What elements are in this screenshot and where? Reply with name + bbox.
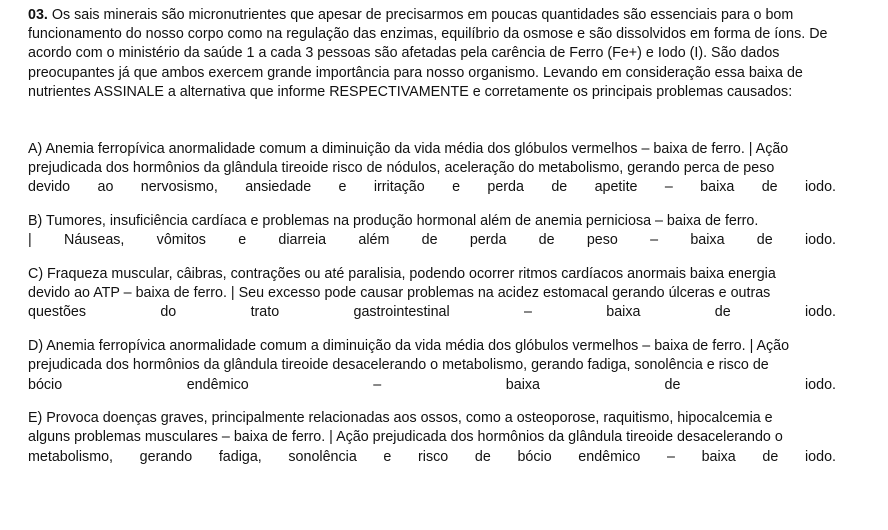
option-c-line-2: devido ao ATP – baixa de ferro. | Seu excesso pode causar problemas na acidez estomacal gerando úlceras e outras [28, 285, 771, 302]
option-b-line-2: | Náuseas, vômitos e diarreia além de perda de peso – baixa de iodo. [28, 232, 836, 249]
question-page [28, 6, 836, 481]
option-c[interactable] [28, 265, 836, 323]
answer-options [28, 140, 836, 467]
option-b[interactable] [28, 212, 836, 250]
option-d-line-1: D) Anemia ferropívica anormalidade comum a diminuição da vida média dos glóbulos vermelhos – baixa de ferro. | Ação [28, 338, 790, 355]
option-c-line-1: C) Fraqueza muscular, câibras, contrações ou até paralisia, podendo ocorrer ritmos cardíacos anormais baixa energia [28, 266, 776, 283]
option-a-line-3: devido ao nervosismo, ansiedade e irritação e perda de apetite – baixa de iodo. [28, 179, 836, 196]
option-e-line-3: metabolismo, gerando fadiga, sonolência e risco de bócio endêmico – baixa de iodo. [28, 448, 836, 465]
question-statement [28, 6, 836, 102]
question-text: Os sais minerais são micronutrientes que apesar de precisarmos em poucas quantidades são essenciais para o bom funcionamento do nosso corpo como na regulação das enzimas, equilíbrio da osmose e são dissolvidos em forma de íons. De acordo com o ministério da saúde 1 a cada 3 pessoas são afetadas pela carência de Ferro (Fe+) e Iodo (I). São dados preocupantes já que ambos exercem grande importância para nosso organismo. Levando em consideração essa baixa de nutrientes ASSINALE a alternativa que informe RESPECTIVAMENTE e corretamente os principais problemas causados: [28, 7, 828, 100]
question-number: 03. [28, 7, 48, 23]
option-b-line-1: B) Tumores, insuficiência cardíaca e problemas na produção hormonal além de anemia perniciosa – baixa de ferro. [28, 213, 759, 230]
option-d[interactable] [28, 337, 836, 395]
option-e-line-2: alguns problemas musculares – baixa de ferro. | Ação prejudicada dos hormônios da glândula tireoide desacelerando o [28, 429, 783, 446]
option-a-line-1: A) Anemia ferropívica anormalidade comum a diminuição da vida média dos glóbulos vermelhos – baixa de ferro. | Ação [28, 141, 789, 158]
option-a-line-2: prejudicada dos hormônios da glândula tireoide risco de nódulos, aceleração do metabolismo, gerando perca de peso [28, 160, 775, 177]
option-c-line-3: questões do trato gastrointestinal – baixa de iodo. [28, 304, 836, 321]
option-a[interactable] [28, 140, 836, 198]
option-e-line-1: E) Provoca doenças graves, principalmente relacionadas aos ossos, como a osteoporose, raquitismo, hipocalcemia e [28, 410, 773, 427]
option-d-line-3: bócio endêmico – baixa de iodo. [28, 376, 836, 393]
option-d-line-2: prejudicada dos hormônios da glândula tireoide desacelerando o metabolismo, gerando fadiga, sonolência e risco de [28, 357, 769, 374]
option-e[interactable] [28, 409, 836, 467]
